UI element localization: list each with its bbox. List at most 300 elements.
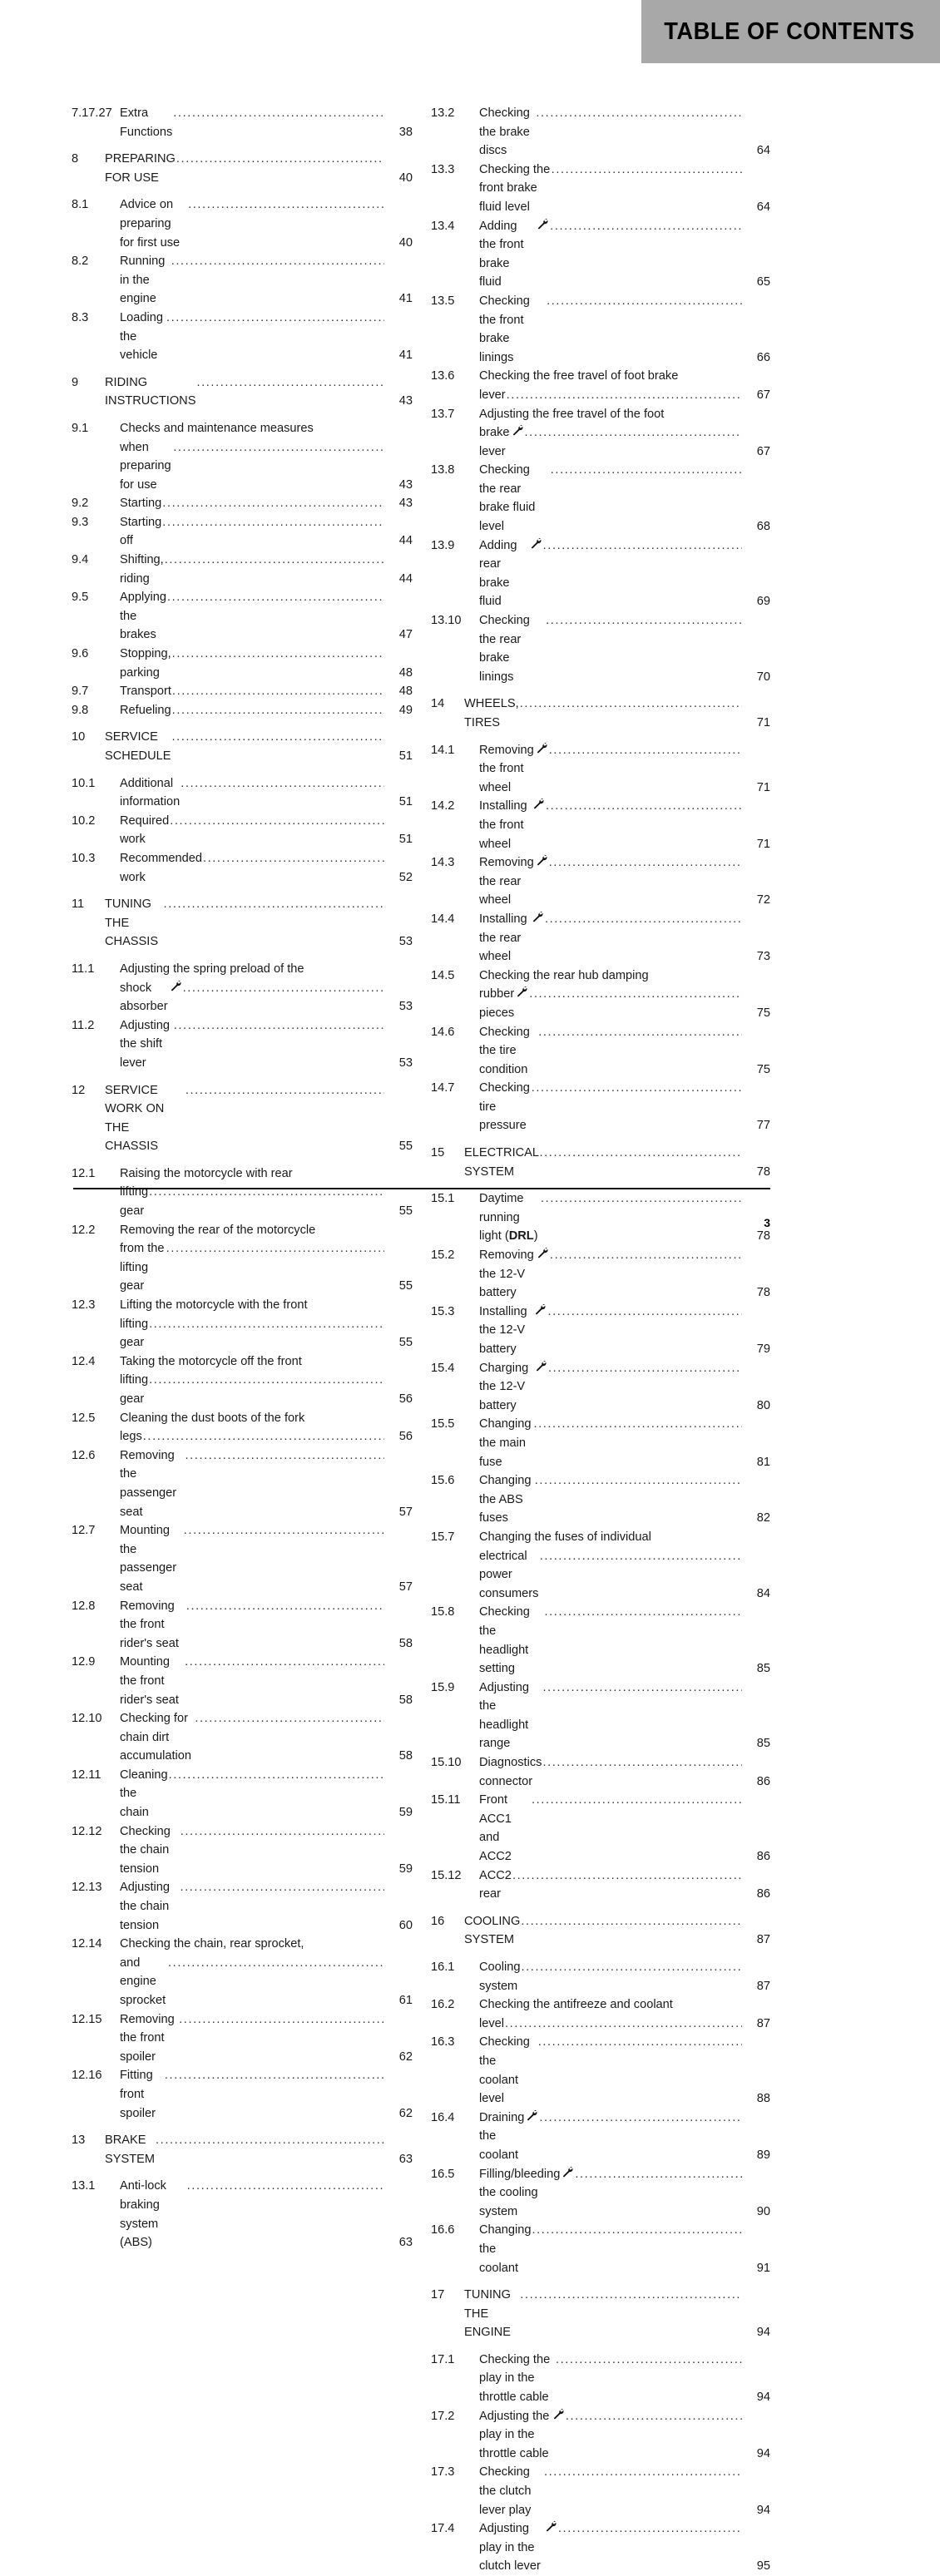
toc-title-text: Removing the front rider's seat [120,1599,179,1650]
toc-title-last-line [120,774,384,812]
toc-entry[interactable] [72,551,413,588]
toc-entry-page: 41 [398,349,413,363]
toc-title-text: Adding the front brake fluid [479,219,527,289]
toc-title-text: Changing the coolant [479,2223,535,2275]
toc-title-text: Draining the coolant [479,2110,528,2162]
toc-title-last-line [464,1912,742,1950]
toc-entry-page: 68 [756,520,770,534]
toc-title-line: Checking the free travel of foot brake [479,369,679,383]
footer-divider [73,1188,770,1189]
leader-dots [170,812,384,831]
toc-entry-page: 61 [398,1994,413,2007]
wrench-icon [546,2521,557,2532]
toc-entry[interactable] [72,849,413,887]
toc-entry[interactable] [431,1912,770,1950]
toc-entry[interactable] [72,1878,413,1935]
toc-title-text: Refueling [120,703,171,717]
toc-entry-title [120,1352,384,1409]
leader-dots [172,645,384,664]
leader-dots [164,895,384,914]
toc-entry-title [105,150,384,187]
toc-entry[interactable] [72,513,413,551]
toc-entry-subnumber: 9.1 [72,421,89,435]
toc-entry[interactable] [72,2131,413,2168]
leader-dots [172,682,384,701]
toc-entry-title [120,645,384,682]
toc-entry[interactable] [72,774,413,812]
toc-title-text: Installing the rear wheel [479,912,531,964]
toc-title-last-line [105,2131,384,2168]
toc-title-text: Extra Functions [120,106,173,139]
leader-dots [546,797,742,816]
toc-entry-page: 43 [398,477,413,492]
toc-entry-title [120,1935,384,2010]
toc-entry-subnumber: 14.4 [431,912,455,926]
toc-title-last-line [479,910,742,967]
toc-entry[interactable] [72,1016,413,1073]
toc-entry-subnumber: 9.7 [72,685,89,699]
toc-title-text: Checking the chain tension [120,1824,174,1876]
toc-entry[interactable] [431,1528,770,1603]
toc-entry[interactable] [431,217,770,292]
toc-entry[interactable] [72,150,413,187]
wrench-icon [562,2167,573,2178]
toc-title-last-line [479,1246,742,1303]
leader-dots [539,1144,742,1163]
toc-title-last-line [120,2010,384,2067]
toc-entry-page: 88 [756,2092,770,2106]
toc-entry-title [479,161,742,217]
wrench-icon [533,799,544,809]
leader-dots [187,2177,384,2196]
toc-entry[interactable] [72,812,413,849]
toc-entry-title [105,895,384,952]
toc-entry[interactable] [431,2351,770,2407]
leader-dots [551,461,742,480]
toc-entry-title [120,774,384,812]
page-title: TABLE OF CONTENTS [664,17,915,45]
toc-entry[interactable] [431,1415,770,1471]
toc-entry-subnumber: 14.2 [431,799,455,813]
toc-entry[interactable] [431,1995,770,2033]
toc-entry-subnumber: 11.2 [72,1018,95,1032]
toc-entry[interactable] [72,588,413,645]
leader-dots [174,1016,384,1036]
toc-entry-title [105,2131,384,2168]
toc-title-text: Removing the front wheel [479,743,537,794]
toc-entry[interactable] [72,419,413,494]
wrench-icon [532,912,543,922]
toc-entry[interactable] [431,1791,770,1866]
toc-title-text: Additional information [120,776,181,809]
toc-entry[interactable] [431,1189,770,1246]
toc-title-last-line [120,1597,384,1654]
toc-title-last-line [479,1189,742,1246]
toc-entry[interactable] [72,1709,413,1766]
toc-entry-number: 9 [72,375,79,389]
toc-title-last-line [120,1521,384,1596]
toc-title-line: Changing the fuses of individual [479,1530,651,1544]
toc-entry-title [479,1995,742,2033]
toc-entry-title [479,2221,742,2277]
toc-entry-title [464,2286,742,2342]
toc-entry[interactable] [72,1597,413,1654]
toc-entry-page: 48 [398,685,413,699]
leader-dots [546,611,742,630]
leader-dots [167,588,384,607]
leader-dots [541,1189,742,1209]
toc-entry-page: 62 [398,2049,413,2064]
toc-entry[interactable] [431,2463,770,2519]
toc-entry-subnumber: 9.5 [72,591,89,605]
toc-title-text: Adjusting play in the clutch lever [479,2522,541,2574]
toc-entry[interactable] [431,1958,770,1995]
toc-entry-page: 57 [398,1580,413,1594]
toc-entry[interactable] [72,645,413,682]
toc-entry[interactable] [72,1935,413,2010]
toc-entry-title [120,309,384,365]
leader-dots [196,373,384,393]
toc-entry-page: 71 [756,837,770,851]
toc-entry[interactable] [431,1753,770,1791]
toc-entry[interactable] [431,2519,770,2576]
toc-title-text: Adjusting the chain tension [120,1881,174,1932]
toc-entry[interactable] [72,701,413,720]
toc-title-text: TUNING THE CHASSIS [105,897,159,949]
toc-entry[interactable] [72,1521,413,1596]
toc-entry[interactable] [431,611,770,686]
toc-entry-title [120,1016,384,1073]
toc-entry[interactable] [72,682,413,701]
toc-entry-page: 43 [398,497,413,511]
toc-entry-title [120,1653,384,1709]
toc-title-text: level [479,2016,505,2030]
toc-title-text: RIDING INSTRUCTIONS [105,375,196,408]
toc-entry-subnumber: 9.8 [72,703,89,717]
toc-entry-page: 41 [398,292,413,306]
toc-entry-subnumber: 12.4 [72,1354,96,1368]
leader-dots [184,1521,384,1540]
toc-title-last-line [479,985,742,1022]
toc-title-last-line [479,1547,742,1604]
toc-entry-title [479,853,742,910]
toc-entry[interactable] [72,1446,413,1521]
toc-entry-subnumber: 13.2 [431,106,455,120]
leader-dots [149,1183,384,1202]
leader-dots [520,2286,742,2305]
toc-entry-title [479,1189,742,1246]
toc-entry-subnumber: 15.3 [431,1304,455,1318]
toc-entry-title [479,461,742,536]
toc-entry[interactable] [72,309,413,365]
toc-entry[interactable] [431,2165,770,2222]
toc-column-right [431,104,770,2576]
toc-entry[interactable] [431,1866,770,1904]
toc-title-last-line [479,1415,742,1471]
toc-entry[interactable] [431,1144,770,1181]
toc-title-last-line [479,2351,742,2407]
toc-entry[interactable] [431,910,770,967]
toc-entry-page: 86 [756,1887,770,1901]
toc-title-text: Checking the headlight setting [479,1605,533,1676]
toc-entry[interactable] [431,461,770,536]
toc-entry-page: 78 [756,1164,770,1179]
toc-title-text: Installing the 12-V battery [479,1304,531,1356]
toc-title-text: Removing the passenger seat [120,1448,181,1519]
toc-title-last-line [120,1016,384,1073]
toc-title-text: Required work [120,813,173,847]
leader-dots [181,774,384,794]
toc-entry-number: 15 [431,1146,445,1160]
toc-entry[interactable] [431,967,770,1023]
leader-dots [552,161,742,180]
toc-entry[interactable] [431,536,770,611]
toc-entry[interactable] [72,895,413,952]
toc-title-last-line [479,292,742,367]
toc-title-last-line [105,1081,384,1156]
toc-title-last-line [120,2066,384,2123]
leader-dots [512,1866,742,1886]
toc-entry-subnumber: 7.17.27 [72,106,112,120]
toc-entry-page: 53 [398,1056,413,1070]
toc-entry[interactable] [72,1352,413,1409]
toc-entry-subnumber: 12.5 [72,1411,96,1425]
leader-dots [566,2407,742,2426]
leader-dots [521,1912,742,1931]
toc-title-last-line [479,797,742,853]
table-of-contents-banner [641,0,940,63]
toc-entry-subnumber: 15.9 [431,1680,455,1694]
toc-entry[interactable] [431,292,770,367]
toc-entry[interactable] [72,2010,413,2067]
toc-title-last-line [120,494,384,513]
toc-title-last-line [105,728,384,765]
toc-title-line: Checking the chain, rear sprocket, [120,1937,304,1951]
toc-entry[interactable] [72,728,413,765]
toc-title-last-line [479,611,742,686]
toc-title-text: Cooling system [479,1960,524,1993]
toc-entry[interactable] [72,1296,413,1352]
toc-title-text: Starting off [120,515,166,548]
toc-entry[interactable] [72,2177,413,2252]
toc-entry[interactable] [72,960,413,1016]
toc-entry-subnumber: 11.1 [72,962,95,976]
toc-title-last-line [120,1653,384,1709]
toc-entry-page: 79 [756,1342,770,1356]
toc-title-text: Shifting, riding [120,553,167,586]
toc-entry[interactable] [72,1822,413,1879]
leader-dots [536,104,742,123]
toc-entry-subnumber: 13.3 [431,162,455,176]
leader-dots [203,849,384,868]
toc-entry-title [120,1766,384,1822]
toc-entry-title [105,373,384,411]
toc-entry[interactable] [72,2066,413,2123]
toc-title-text: Anti-lock braking system (ABS) [120,2179,171,2250]
toc-entry[interactable] [431,853,770,910]
wrench-icon [531,538,542,549]
toc-entry-title [120,1709,384,1766]
toc-entry[interactable] [431,104,770,161]
toc-entry-subnumber: 13.7 [431,407,455,421]
toc-entry[interactable] [72,1766,413,1822]
toc-title-last-line [120,2177,384,2252]
toc-title-text: electrical power consumers [479,1549,539,1600]
toc-entry-title [479,405,742,462]
toc-entry[interactable] [431,367,770,404]
leader-dots [547,292,742,311]
leader-dots [545,910,742,929]
toc-entry-subnumber: 9.2 [72,497,89,511]
toc-entry-title [120,195,384,252]
toc-entry[interactable] [72,1221,413,1296]
toc-entry-page: 57 [398,1505,413,1519]
toc-title-text: Removing the 12-V battery [479,1248,537,1300]
toc-entry[interactable] [431,2286,770,2342]
wrench-icon [537,855,547,866]
toc-title-emphasis: DRL [508,1229,534,1244]
wrench-icon [517,986,527,997]
toc-entry[interactable] [72,1081,413,1156]
toc-title-text: and engine sprocket [120,1955,166,2007]
toc-title-last-line [120,1427,384,1446]
toc-entry-number: 10 [72,730,86,744]
toc-title-text: Checking tire pressure [479,1081,533,1133]
toc-title-last-line [479,1791,742,1866]
leader-dots [543,1679,742,1698]
toc-entry-title [120,2066,384,2123]
toc-entry-subnumber: 14.3 [431,856,455,870]
leader-dots [539,2109,742,2128]
toc-title-last-line [479,104,742,161]
leader-dots [165,2066,384,2085]
toc-entry[interactable] [72,494,413,513]
toc-title-text: Mounting the front rider's seat [120,1655,179,1707]
toc-entry-subnumber: 12.11 [72,1768,101,1782]
toc-entry[interactable] [431,2033,770,2108]
toc-title-last-line [464,2286,742,2342]
toc-entry[interactable] [431,1603,770,1678]
toc-entry[interactable] [431,1246,770,1303]
toc-title-text: Changing the main fuse [479,1417,535,1469]
toc-title-last-line [120,1878,384,1935]
toc-entry-title [479,1679,742,1753]
toc-entry-subnumber: 17.3 [431,2465,455,2480]
toc-entry-subnumber: 12.9 [72,1655,96,1669]
toc-title-text: Stopping, parking [120,647,175,680]
toc-entry-title [479,1079,742,1135]
toc-entry-subnumber: 14.7 [431,1081,455,1095]
toc-title-last-line [479,2221,742,2277]
toc-entry-page: 63 [398,2152,413,2166]
toc-title-last-line [479,1679,742,1753]
toc-entry-title [479,1246,742,1303]
toc-title-text: Adjusting the headlight range [479,1680,533,1751]
toc-entry[interactable] [431,405,770,462]
toc-title-last-line [479,853,742,910]
toc-title-last-line [479,1753,742,1791]
toc-title-last-line [120,682,384,701]
toc-title-last-line [120,1822,384,1879]
toc-entry-subnumber: 15.8 [431,1605,455,1619]
toc-entry[interactable] [431,161,770,217]
toc-title-text: Checking the rear brake linings [479,614,533,684]
toc-entry-page: 40 [398,235,413,250]
toc-entry-page: 95 [756,2559,770,2574]
toc-title-last-line [120,104,384,141]
toc-entry-subnumber: 12.6 [72,1448,96,1462]
toc-title-last-line [120,1446,384,1521]
toc-entry[interactable] [72,1164,413,1221]
toc-title-last-line [120,812,384,849]
toc-title-last-line [120,1371,384,1408]
leader-dots [186,1597,384,1616]
toc-entry[interactable] [431,1679,770,1753]
toc-entry[interactable] [431,2407,770,2464]
toc-entry[interactable] [431,1359,770,1416]
toc-entry[interactable] [431,1023,770,1080]
toc-entry-title [120,2177,384,2252]
toc-entry[interactable] [431,1471,770,1528]
toc-entry[interactable] [431,2109,770,2165]
toc-entry-page: 63 [398,2236,413,2250]
leader-dots [532,1791,742,1810]
toc-entry-page: 64 [756,200,770,214]
toc-entry-subnumber: 15.1 [431,1192,455,1206]
toc-entry-title [479,2351,742,2407]
leader-dots [505,2015,742,2034]
leader-dots [195,1709,384,1728]
toc-title-text: Running in the engine [120,255,169,306]
toc-entry-subnumber: 15.10 [431,1756,462,1770]
wrench-icon [553,2409,564,2420]
toc-entry[interactable] [431,741,770,798]
leader-dots [169,1766,384,1785]
toc-entry-title [479,1359,742,1416]
toc-entry-subnumber: 12.16 [72,2069,102,2083]
leader-dots [181,1822,384,1842]
toc-entry-number: 14 [431,697,445,711]
toc-entry-number: 17 [431,2288,445,2302]
toc-entry[interactable] [72,1653,413,1709]
toc-entry[interactable] [72,195,413,252]
leader-dots [168,1954,384,1973]
toc-title-text: Starting [120,497,162,511]
toc-title-last-line [120,979,384,1016]
wrench-icon [537,1248,548,1258]
toc-entry[interactable] [72,373,413,411]
toc-entry-page: 44 [398,534,413,548]
toc-entry[interactable] [72,104,413,141]
toc-entry[interactable] [431,1079,770,1135]
toc-title-text: Checking the play in the throttle cable [479,2352,554,2405]
toc-entry-title [479,1528,742,1603]
leader-dots [179,2010,384,2030]
toc-entry-subnumber: 12.10 [72,1712,102,1726]
toc-title-text: TUNING THE ENGINE [464,2288,514,2340]
toc-entry-page: 78 [756,1286,770,1300]
toc-entry[interactable] [431,797,770,853]
toc-title-text: Front ACC1 and ACC2 [479,1793,515,1864]
toc-entry-title [479,797,742,853]
toc-entry[interactable] [431,695,770,732]
toc-entry-subnumber: 17.4 [431,2522,455,2536]
toc-entry-title [120,960,384,1016]
toc-entry-page: 94 [756,2503,770,2517]
toc-entry[interactable] [72,1409,413,1446]
toc-entry[interactable] [72,252,413,309]
toc-entry[interactable] [431,2221,770,2277]
